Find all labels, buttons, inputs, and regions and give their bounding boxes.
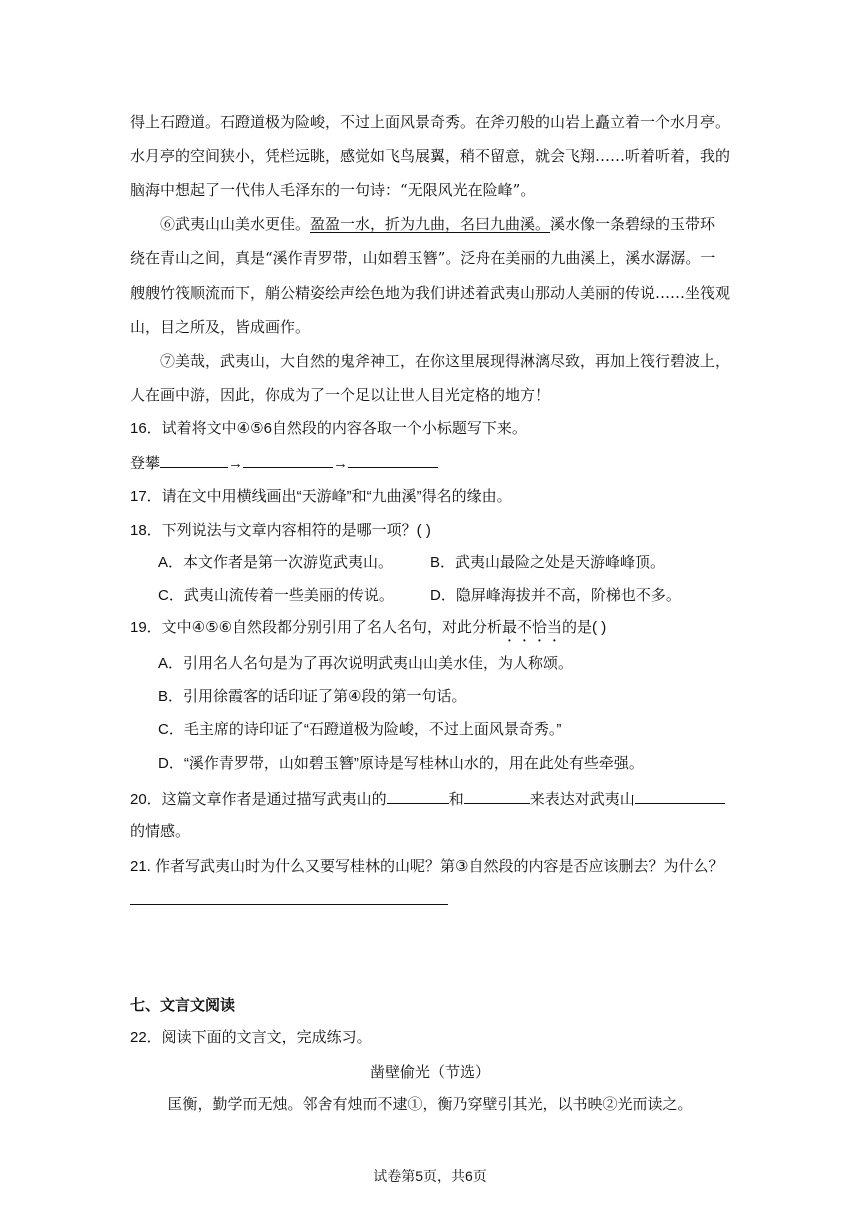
answer-blank[interactable] [464, 789, 530, 804]
page-footer: 试卷第5页，共6页 [373, 1168, 487, 1184]
option-b[interactable]: B．引用徐霞客的话印证了第④段的第一句话。 [158, 688, 467, 705]
option-a[interactable]: A．本文作者是第一次游览武夷山。 [158, 554, 394, 571]
passage-line: 山，目之所及，皆成画作。 [130, 318, 311, 336]
question-16-answer-row [130, 453, 438, 474]
answer-blank[interactable] [348, 453, 438, 468]
passage-line: 得上石蹬道。石蹬道极为险峻，不过上面风景奇秀。在斧刃般的山岩上矗立着一个水月亭。 [130, 113, 731, 131]
arrow: → [333, 455, 349, 472]
question-19 [130, 618, 606, 645]
option-d[interactable]: D．隐屏峰海拔并不高，阶梯也不多。 [430, 587, 681, 604]
question-text: 和 [448, 791, 464, 808]
classical-text-title: 凿壁偷光（节选） [369, 1063, 490, 1081]
question-text: 20．这篇文章作者是通过描写武夷山的 [130, 791, 387, 808]
option-c[interactable]: C．毛主席的诗印证了“石蹬道极为险峻，不过上面风景奇秀。” [158, 721, 562, 738]
classical-text-line: 匡衡，勤学而无烛。邻舍有烛而不逮①，衡乃穿壁引其光，以书映②光而读之。 [167, 1095, 693, 1113]
section-title: 七、文言文阅读 [130, 997, 236, 1014]
answer-label: 登攀 [130, 455, 161, 472]
passage-line: 脑海中想起了一代伟人毛泽东的一句诗：“无限风光在险峰”。 [130, 181, 536, 199]
answer-blank[interactable] [243, 453, 333, 468]
question-22: 22．阅读下面的文言文，完成练习。 [130, 1029, 372, 1046]
answer-blank[interactable] [387, 789, 449, 804]
option-a[interactable]: A．引用名人名句是为了再次说明武夷山山美水佳，为人称颂。 [158, 655, 574, 672]
passage-line: 人在画中游，因此，你成为了一个足以让世人目光定格的地方！ [130, 386, 551, 404]
question-18: 18．下列说法与文章内容相符的是哪一项？( ) [130, 522, 431, 539]
passage-text: 溪水像一条碧绿的玉带环 [550, 215, 716, 233]
answer-line[interactable] [130, 904, 448, 905]
option-c[interactable]: C．武夷山流传着一些美丽的传说。 [158, 587, 394, 604]
option-d[interactable]: D．“溪作青罗带，山如碧玉簪”原诗是写桂林山水的，用在此处有些牵强。 [158, 755, 644, 772]
passage-line: 艘艘竹筏顺流而下，艄公精姿绘声绘色地为我们讲述着武夷山那动人美丽的传说……坐筏观 [130, 284, 731, 302]
answer-blank[interactable] [160, 453, 228, 468]
question-text: 19．文中④⑤⑥自然段都分别引用了名人名句，对此分析 [130, 619, 503, 636]
paragraph-number: ⑥ [160, 215, 176, 233]
underlined-sentence: 盈盈一水，折为九曲，名曰九曲溪。 [310, 215, 551, 233]
question-17: 17．请在文中用横线画出“天游峰”和“九曲溪”得名的缘由。 [130, 488, 512, 505]
question-text: 的是( ) [562, 619, 607, 636]
passage-line: ⑦美哉，武夷山，大自然的鬼斧神工，在你这里展现得淋漓尽致，再加上筏行碧波上， [160, 352, 731, 370]
question-20 [130, 789, 725, 810]
question-text: 来表达对武夷山 [529, 791, 635, 808]
paragraph-6-first-line [160, 214, 715, 234]
arrow: → [228, 455, 244, 472]
passage-text: 武夷山山美水更佳。 [175, 215, 311, 233]
passage-line: 绕在青山之间，真是“溪作青罗带，山如碧玉簪”。泛舟在美丽的九曲溪上，溪水潺潺。一 [130, 249, 716, 267]
emphasized-words: 最不恰当 [502, 619, 563, 636]
passage-line: 水月亭的空间狭小，凭栏远眺，感觉如飞鸟展翼，稍不留意，就会飞翔……听着听着，我的 [130, 147, 731, 165]
question-21: 21. 作者写武夷山时为什么又要写桂林的山呢？第③自然段的内容是否应该删去？为什么？ [130, 858, 724, 875]
answer-blank[interactable] [635, 789, 725, 804]
option-b[interactable]: B．武夷山最险之处是天游峰峰顶。 [430, 554, 666, 571]
question-16: 16．试着将文中④⑤6自然段的内容各取一个小标题写下来。 [130, 420, 527, 437]
question-20-end: 的情感。 [130, 823, 191, 840]
